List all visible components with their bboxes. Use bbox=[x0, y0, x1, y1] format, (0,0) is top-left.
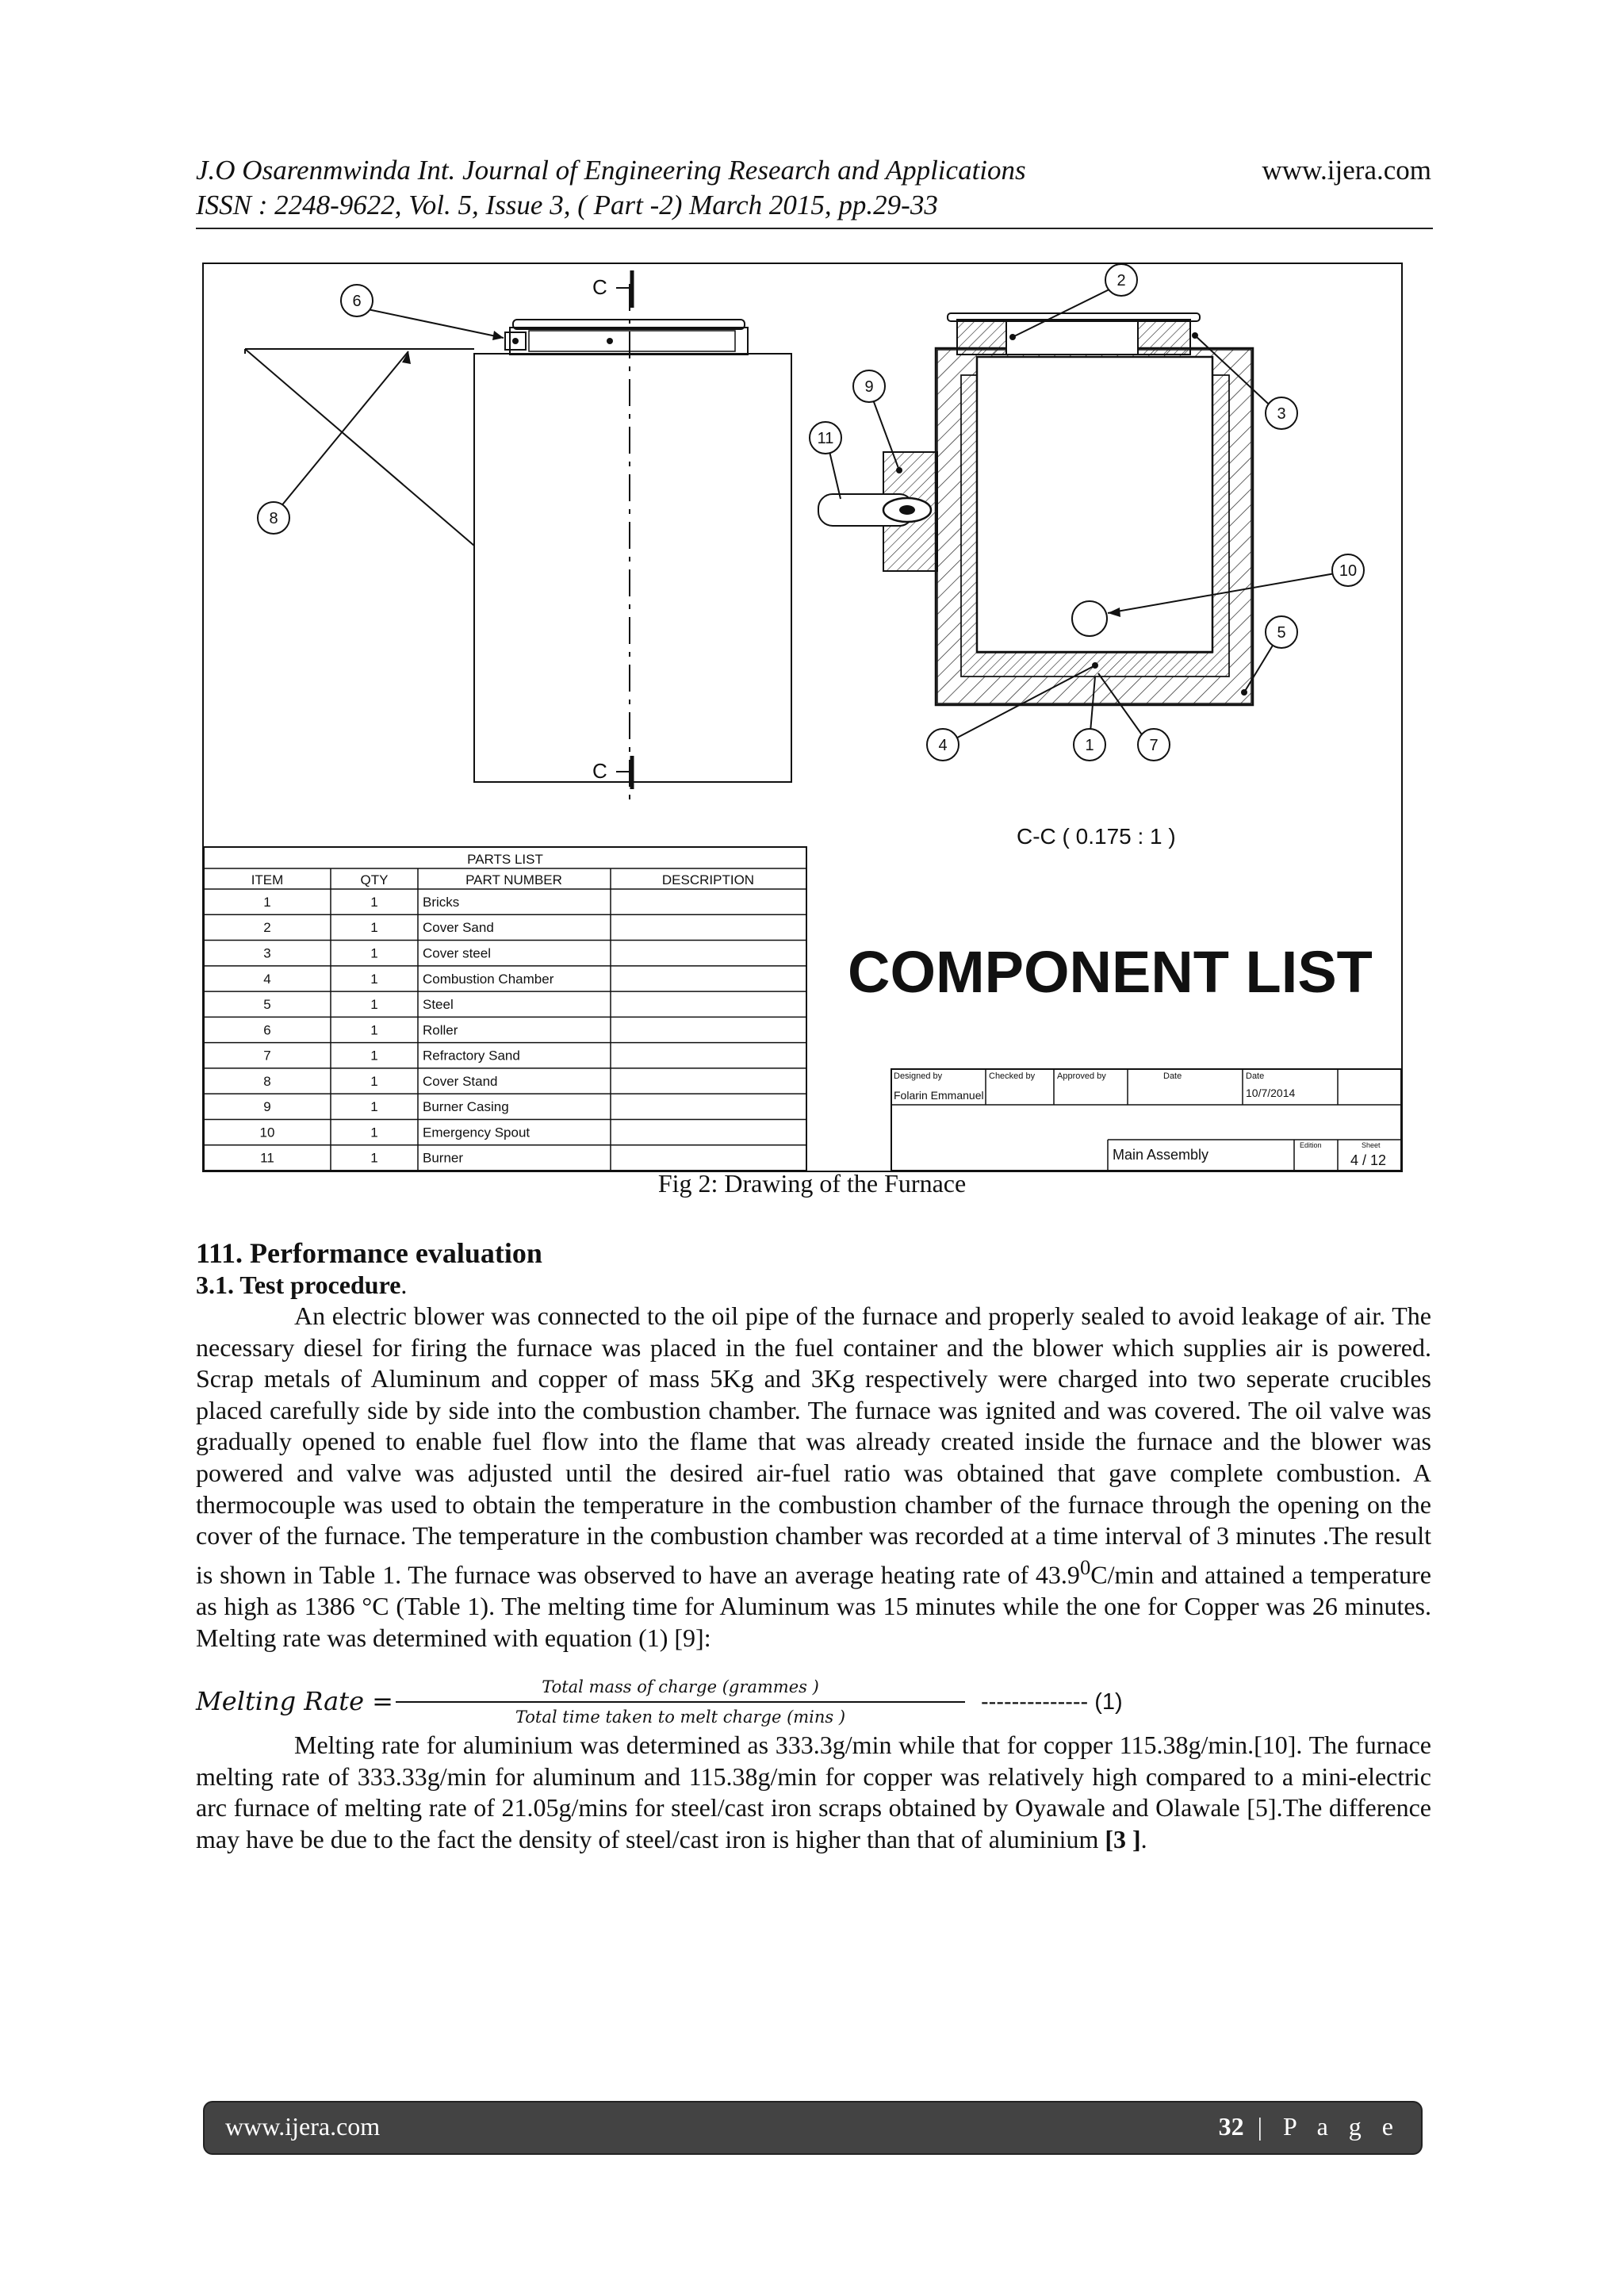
parts-row-9-part-number: Burner Casing bbox=[423, 1099, 509, 1115]
balloon-10: 10 bbox=[1339, 562, 1358, 580]
figure-caption: Fig 2: Drawing of the Furnace bbox=[657, 1169, 967, 1198]
parts-row-4-qty: 1 bbox=[370, 971, 378, 987]
subsection-title-tail: . bbox=[400, 1271, 408, 1299]
paragraph-melting-rate bbox=[196, 1730, 1431, 1855]
parts-row-11-item: 11 bbox=[260, 1150, 274, 1166]
parts-row-9-item: 9 bbox=[263, 1099, 271, 1115]
balloon-7: 7 bbox=[1149, 737, 1159, 754]
parts-row-10-item: 10 bbox=[259, 1125, 275, 1140]
date-label: Date bbox=[1163, 1071, 1182, 1081]
para2-text: Melting rate for aluminium was determined as 333.3g/min while that for copper 115.38g/min.[10]. The furnace melting rate of 333.33g/min for aluminum and 115.38g/min for copper was relatively high compared to a mini-electric arc furnace of melting rate of 21.05g/mins for steel/cast iron scraps obtained by Oyawale and Olawale [5].The difference may have be due to the fact the density of steel/cast iron is higher than that of aluminium bbox=[196, 1731, 1431, 1853]
col-header-description: DESCRIPTION bbox=[661, 872, 755, 887]
parts-row-3-item: 3 bbox=[263, 945, 271, 961]
melting-rate-equation bbox=[196, 1675, 1227, 1731]
parts-row-6-item: 6 bbox=[263, 1022, 271, 1038]
parts-row-10-qty: 1 bbox=[370, 1125, 378, 1140]
designer-name: Folarin Emmanuel bbox=[894, 1089, 984, 1102]
parts-row-8-qty: 1 bbox=[370, 1073, 378, 1089]
checked-by-label: Checked by bbox=[989, 1071, 1036, 1081]
col-header-part-number: PART NUMBER bbox=[465, 872, 562, 887]
designed-by-label: Designed by bbox=[894, 1071, 943, 1081]
col-header-item: ITEM bbox=[251, 872, 284, 887]
balloon-3: 3 bbox=[1277, 405, 1286, 423]
page-number: 32 bbox=[1218, 2112, 1244, 2141]
section-marker-bottom: C bbox=[592, 759, 607, 783]
drawing-name: Main Assembly bbox=[1113, 1147, 1209, 1163]
balloon-4: 4 bbox=[938, 737, 948, 754]
balloon-9: 9 bbox=[864, 378, 874, 396]
journal-citation: J.O Osarenmwinda Int. Journal of Engineering Research and Applications bbox=[196, 155, 1026, 186]
elevation-view bbox=[245, 270, 791, 807]
date-label-2: Date bbox=[1246, 1071, 1265, 1081]
parts-row-1-item: 1 bbox=[263, 894, 271, 910]
sheet-number: 4 / 12 bbox=[1350, 1152, 1387, 1168]
approved-by-label: Approved by bbox=[1057, 1071, 1106, 1081]
parts-row-7-item: 7 bbox=[263, 1048, 271, 1064]
title-block bbox=[891, 1069, 1401, 1171]
journal-header-line2: ISSN : 2248-9622, Vol. 5, Issue 3, ( Part -2) March 2015, pp.29-33 bbox=[196, 190, 938, 220]
parts-row-4-item: 4 bbox=[263, 971, 271, 987]
parts-row-8-item: 8 bbox=[263, 1073, 271, 1089]
parts-row-10-part-number: Emergency Spout bbox=[423, 1125, 530, 1140]
journal-header-line1 bbox=[196, 153, 1431, 188]
edition-label: Edition bbox=[1300, 1141, 1322, 1149]
section-marker-top: C bbox=[592, 275, 607, 299]
para1-text-b: C/min and attained a temperature as high as 1386 °C (Table 1). The melting time for Aluminum was 15 minutes while the one for Copper was 26 minutes. Melting rate was determined with equation (1) [9]: bbox=[196, 1560, 1432, 1652]
balloon-6: 6 bbox=[352, 293, 362, 310]
component-list-title: COMPONENT LIST bbox=[848, 939, 1373, 1005]
parts-row-8-part-number: Cover Stand bbox=[423, 1073, 498, 1089]
balloon-5: 5 bbox=[1277, 624, 1286, 642]
parts-row-6-qty: 1 bbox=[370, 1022, 378, 1038]
page-label: | P a g e bbox=[1243, 2112, 1400, 2141]
parts-row-6-part-number: Roller bbox=[423, 1022, 458, 1038]
parts-row-2-item: 2 bbox=[263, 920, 271, 936]
parts-row-5-qty: 1 bbox=[370, 997, 378, 1013]
sheet-label: Sheet bbox=[1362, 1141, 1381, 1149]
equation-lhs: Melting Rate = bbox=[196, 1686, 393, 1716]
paragraph-test-procedure bbox=[196, 1301, 1431, 1654]
furnace-drawing bbox=[202, 263, 1403, 1172]
furnace-drawing-svg bbox=[204, 264, 1401, 1171]
parts-row-7-qty: 1 bbox=[370, 1048, 378, 1064]
para2-end: . bbox=[1140, 1824, 1147, 1853]
equation-numerator: Total mass of charge (grammes ) bbox=[542, 1677, 819, 1696]
parts-row-2-part-number: Cover Sand bbox=[423, 920, 494, 936]
section-scale-label: C-C ( 0.175 : 1 ) bbox=[1017, 824, 1176, 849]
parts-list-title: PARTS LIST bbox=[467, 852, 543, 867]
subsection-title-text: 3.1. Test procedure bbox=[196, 1271, 401, 1299]
parts-row-1-qty: 1 bbox=[370, 894, 378, 910]
parts-row-3-part-number: Cover steel bbox=[423, 945, 491, 961]
balloon-11: 11 bbox=[817, 430, 834, 447]
section-view bbox=[818, 285, 1344, 745]
parts-row-9-qty: 1 bbox=[370, 1099, 378, 1115]
journal-url[interactable]: www.ijera.com bbox=[1262, 155, 1431, 186]
degree-superscript: 0 bbox=[1079, 1554, 1091, 1579]
footer-page bbox=[1219, 2112, 1400, 2141]
drawing-date: 10/7/2014 bbox=[1246, 1087, 1296, 1099]
parts-row-5-part-number: Steel bbox=[423, 997, 454, 1013]
col-header-qty: QTY bbox=[360, 872, 389, 887]
footer-url[interactable]: www.ijera.com bbox=[225, 2112, 381, 2141]
parts-row-7-part-number: Refractory Sand bbox=[423, 1048, 520, 1064]
equation-denominator: Total time taken to melt charge (mins ) bbox=[515, 1708, 846, 1727]
balloon-2: 2 bbox=[1116, 272, 1126, 289]
section-title: 111. Performance evaluation bbox=[196, 1237, 542, 1269]
balloon-8: 8 bbox=[269, 510, 278, 527]
parts-list-table bbox=[204, 847, 806, 1171]
parts-row-2-qty: 1 bbox=[370, 920, 378, 936]
citation-ref[interactable]: [3 ] bbox=[1105, 1824, 1141, 1853]
parts-row-1-part-number: Bricks bbox=[423, 894, 460, 910]
subsection-title bbox=[196, 1271, 407, 1300]
para1-text-a: An electric blower was connected to the oil pipe of the furnace and properly sealed to avoid leakage of air. The necessary diesel for firing the furnace was placed in the fuel container and the blower which supplies air is powered. Scrap metals of Aluminum and copper of mass 5Kg and 3Kg respectively were charged into two seperate crucibles placed carefully side by side into the combustion chamber. The furnace was ignited and was covered. The oil valve was gradually opened to enable fuel flow into the flame that was already created inside the furnace and the blower was powered and valve was adjusted until the desired air-fuel ratio was obtained that gave complete combustion. A thermocouple was used to obtain the temperature in the combustion chamber of the furnace through the opening on the cover of the furnace. The temperature in the combustion chamber was recorded at a time interval of 3 minutes .The result is shown in Table 1. The furnace was observed to have an average heating rate of 43.9 bbox=[196, 1301, 1431, 1589]
parts-row-11-part-number: Burner bbox=[423, 1150, 464, 1166]
equation-fraction bbox=[396, 1675, 965, 1729]
equation-number: -------------- (1) bbox=[981, 1689, 1123, 1715]
page-footer bbox=[205, 2102, 1421, 2153]
parts-row-3-qty: 1 bbox=[370, 945, 378, 961]
parts-row-5-item: 5 bbox=[263, 997, 271, 1013]
parts-row-4-part-number: Combustion Chamber bbox=[423, 971, 554, 987]
fraction-bar bbox=[396, 1701, 965, 1703]
parts-row-11-qty: 1 bbox=[370, 1150, 378, 1166]
header-rule bbox=[196, 228, 1433, 229]
balloon-1: 1 bbox=[1085, 737, 1094, 754]
